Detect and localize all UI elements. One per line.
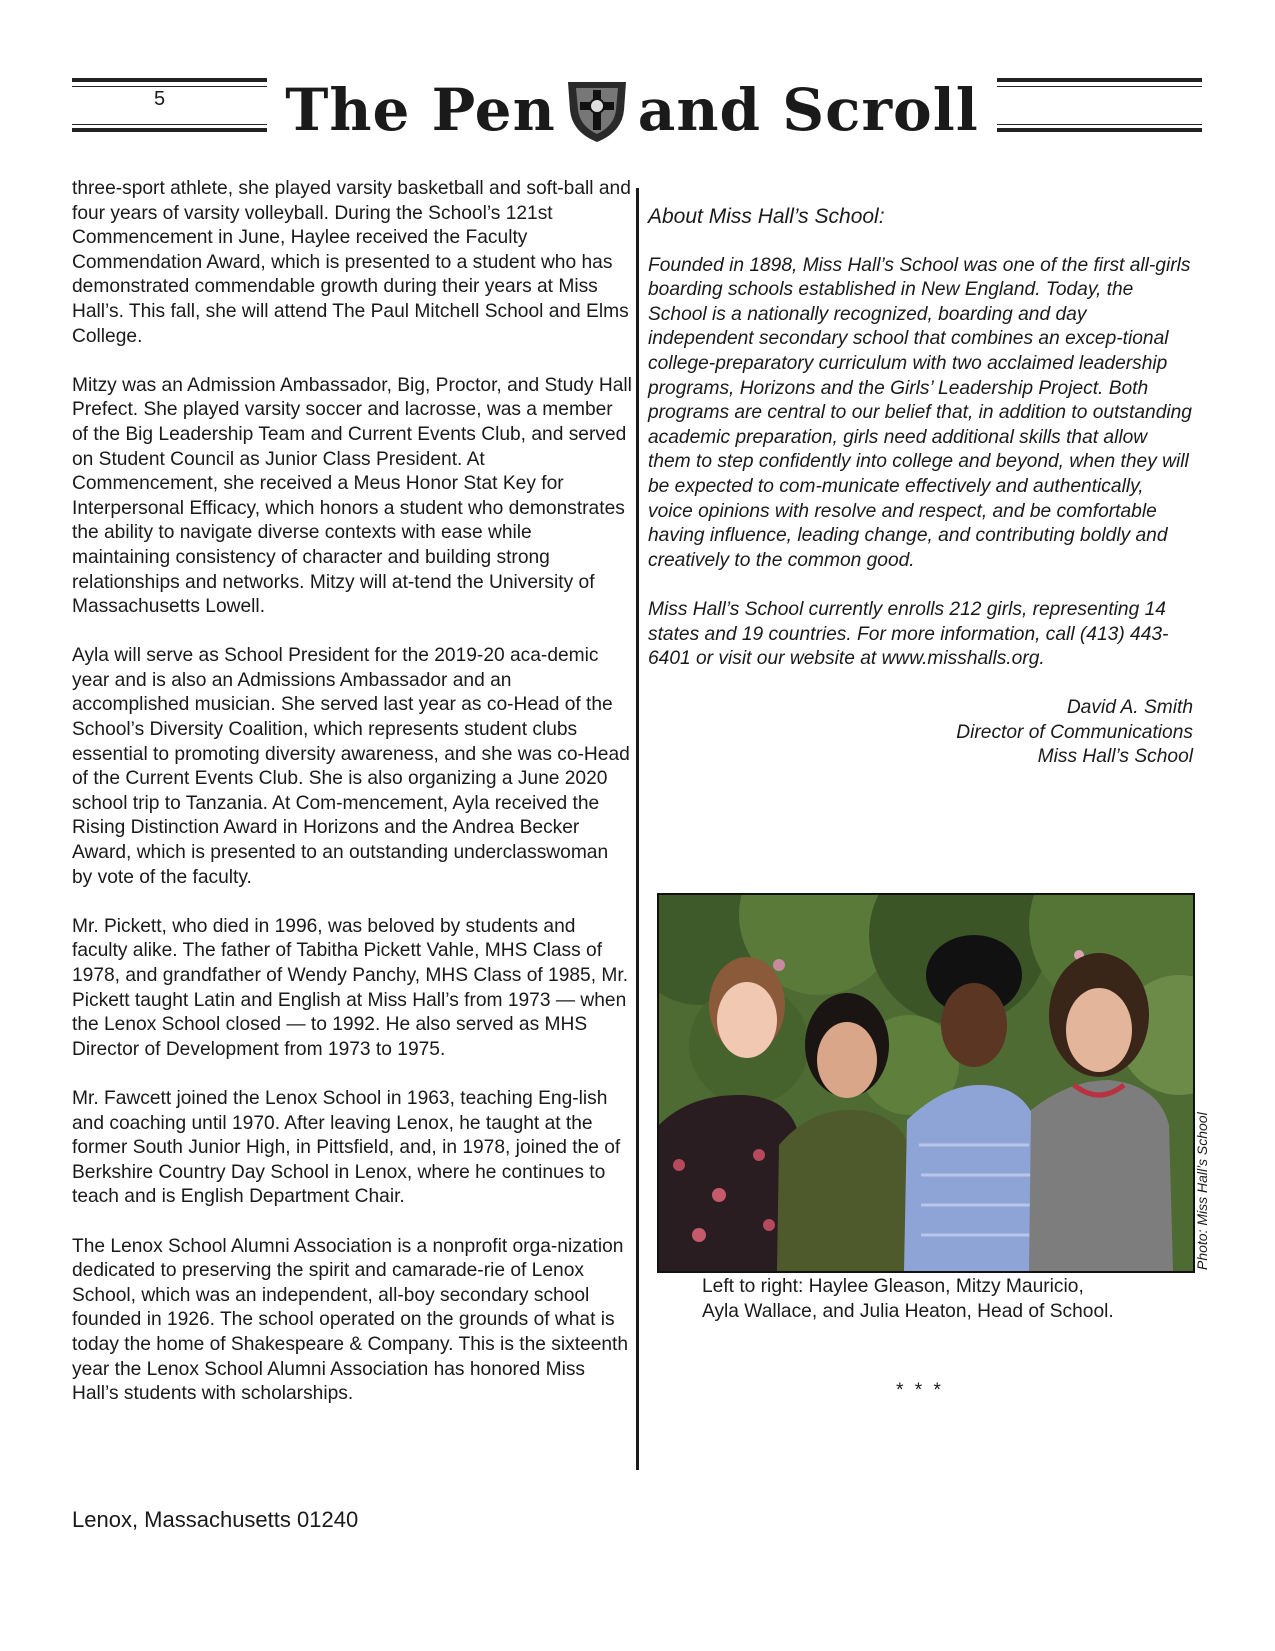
- signature-block: [648, 696, 1193, 770]
- masthead: [72, 70, 1202, 150]
- paragraph-ayla: Ayla will serve as School President for the 2019-20 aca-demic year and is also an Admissions Ambassador and an accomplished musician. She served last year as co-Head of the School’s Diversity Coalition, which represents student clubs essential to promoting diversity awareness, and she was co-Head of the Current Events Club. She is also organizing a June 2020 school trip to Tanzania. At Com-mencement, Ayla received the Rising Distinction Award in Horizons and the Andrea Becker Award, which is presented to an outstanding underclasswoman by vote of the faculty.: [72, 645, 630, 888]
- photo-credit: Photo: Miss Hall’s School: [1194, 1112, 1210, 1270]
- signature-org: Miss Hall’s School: [1037, 746, 1193, 768]
- caption-line-2: Ayla Wallace, and Julia Heaton, Head of School.: [702, 1300, 1114, 1322]
- group-photo: [657, 893, 1195, 1273]
- masthead-rules-left: [72, 78, 267, 140]
- title-part-1: The Pen: [285, 76, 556, 144]
- right-column: [648, 205, 1193, 770]
- signature-name: David A. Smith: [1066, 697, 1193, 719]
- about-heading: About Miss Hall’s School:: [648, 205, 885, 228]
- signature-title: Director of Communications: [956, 721, 1193, 743]
- page-number: 5: [154, 88, 166, 110]
- photo-caption: [702, 1275, 1202, 1324]
- paragraph-alumni-association: The Lenox School Alumni Association is a nonprofit orga-nization dedicated to preserving the spirit and camarade-rie of Lenox School, which was an independent, all-boy secondary school founded in 1926. The school operated on the grounds of what is today the home of Shakespeare & Company. This is the sixteenth year the Lenox School Alumni Association has honored Miss Hall’s students with scholarships.: [72, 1235, 629, 1405]
- paragraph-pickett: Mr. Pickett, who died in 1996, was beloved by students and faculty alike. The father of Tabitha Pickett Vahle, MHS Class of 1978, and grandfather of Wendy Panchy, MHS Class of 1985, Mr. Pickett taught Latin and English at Miss Hall’s from 1973 — when the Lenox School closed — to 1992. He also served as MHS Director of Development from 1973 to 1975.: [72, 915, 629, 1060]
- title-part-2: and Scroll: [637, 76, 979, 144]
- newsletter-title: [272, 70, 992, 150]
- enrollment-paragraph: Miss Hall’s School currently enrolls 212 girls, representing 14 states and 19 countries. For more information, call (413) 443-6401 or visit our website at www.misshalls.org.: [648, 598, 1169, 670]
- about-paragraph: Founded in 1898, Miss Hall’s School was one of the first all-girls boarding schools established in New England. Today, the School is a nationally recognized, boarding and day independent secondary school that combines an excep-tional college-preparatory curriculum with two acclaimed leadership programs, Horizons and the Girls’ Leadership Project. Both programs are central to our belief that, in addition to outstanding academic preparation, girls need additional skills that allow them to step confidently into college and beyond, when they will be expected to com-municate effectively and authentically, voice opinions with resolve and respect, and be comfortable having influence, leading change, and contributing boldly and creatively to the common good.: [648, 254, 1192, 571]
- footer-address: Lenox, Massachusetts 01240: [72, 1507, 359, 1532]
- paragraph-mitzy: Mitzy was an Admission Ambassador, Big, Proctor, and Study Hall Prefect. She played varsity soccer and lacrosse, was a member of the Big Leadership Team and Current Events Club, and served on Student Council as Junior Class President. At Commencement, she received a Meus Honor Stat Key for Interpersonal Efficacy, which honors a student who demonstrates the ability to navigate diverse contexts with ease while maintaining consistency of character and building strong relationships and networks. Mitzy will at-tend the University of Massachusetts Lowell.: [72, 374, 632, 618]
- crest-icon: [564, 76, 630, 144]
- masthead-rules-right: [997, 78, 1202, 140]
- paragraph-haylee: three-sport athlete, she played varsity basketball and soft-ball and four years of varsity volleyball. During the School’s 121st Commencement in June, Haylee received the Faculty Commendation Award, which is presented to a student who has demonstrated commendable growth during their years at Miss Hall’s. This fall, she will attend The Paul Mitchell School and Elms College.: [72, 178, 631, 347]
- paragraph-fawcett: Mr. Fawcett joined the Lenox School in 1963, teaching Eng-lish and coaching until 1970. After leaving Lenox, he taught at the former South Junior High, in Pittsfield, and, in 1978, joined the of Berkshire Country Day School in Lenox, where he continues to teach and is English Department Chair.: [72, 1087, 621, 1208]
- column-divider: [636, 188, 639, 1470]
- section-separator: * * *: [896, 1380, 944, 1401]
- left-column: [72, 177, 632, 1431]
- caption-line-1: Left to right: Haylee Gleason, Mitzy Mauricio,: [702, 1276, 1084, 1297]
